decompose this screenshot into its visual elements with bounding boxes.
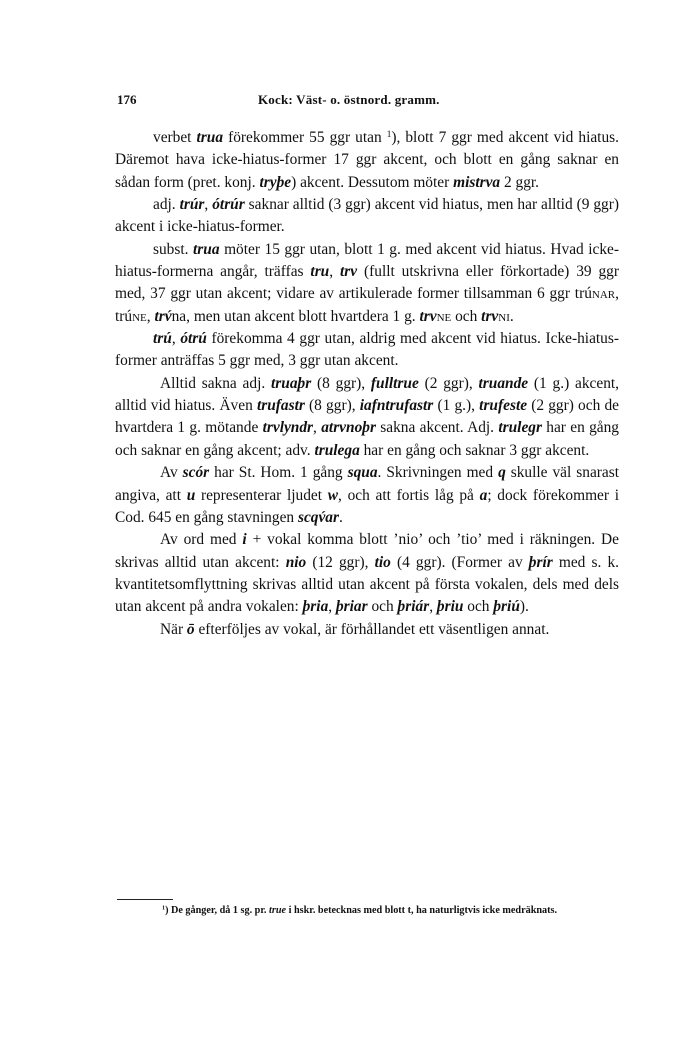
italic-term: mistrva bbox=[453, 173, 501, 191]
text-run: ). bbox=[519, 598, 529, 616]
text-run: skulle väl snarast angiva, att bbox=[115, 464, 619, 504]
paragraph bbox=[115, 328, 619, 373]
italic-term: trv bbox=[419, 307, 437, 325]
body-text bbox=[115, 127, 619, 641]
text-run: representerar ljudet bbox=[195, 486, 328, 504]
italic-term: þriu bbox=[436, 598, 464, 616]
italic-term: i bbox=[242, 531, 247, 549]
text-run: har en gång och saknar en gång akcent; adv. bbox=[115, 419, 620, 459]
italic-term: tru bbox=[310, 263, 330, 281]
italic-term: trvlyndr bbox=[262, 419, 314, 437]
italic-term: atrvnoþr bbox=[321, 419, 376, 437]
text-run: na, men utan akcent blott hvartdera 1 g. bbox=[171, 307, 420, 325]
text-run: , bbox=[429, 598, 437, 616]
text-run: har en gång och saknar 3 ggr akcent. bbox=[359, 441, 590, 459]
italic-term: true bbox=[269, 905, 287, 916]
text-run: och bbox=[463, 598, 494, 616]
text-run: . bbox=[509, 307, 514, 325]
footnote-text bbox=[117, 904, 620, 918]
paragraph bbox=[115, 194, 619, 239]
footnote-marker: 1 bbox=[162, 905, 166, 912]
text-run: , bbox=[146, 307, 155, 325]
text-run: ), blott 7 ggr med akcent vid hiatus. Däremot hava icke-hiatus-former 17 ggr akcent, och blott en gång saknar en sådan form (pret. konj. bbox=[115, 129, 619, 191]
italic-term: truande bbox=[478, 374, 529, 392]
page-number: 176 bbox=[117, 92, 137, 107]
footnote-marker: 1 bbox=[386, 128, 392, 139]
italic-term: tio bbox=[374, 553, 391, 571]
italic-term: trv́ bbox=[154, 307, 172, 325]
text-run: möter 15 ggr utan, blott 1 g. med akcent vid hiatus. Hvad icke-hiatus-formerna angår, träffas bbox=[115, 240, 619, 281]
small-caps-text: ni bbox=[498, 307, 510, 325]
italic-term: squa bbox=[347, 464, 378, 482]
text-run: (8 ggr), bbox=[304, 397, 360, 415]
italic-term: tryþe bbox=[259, 173, 292, 191]
italic-term: iafntrufastr bbox=[359, 397, 434, 415]
text-run: (1 g.), bbox=[433, 397, 480, 415]
text-run: , och att fortis låg på bbox=[338, 486, 480, 504]
text-run: (fullt utskrivna eller förkortade) 39 ggr med, 37 ggr utan akcent; vidare av artikulerade former tillsamman 6 ggr trú bbox=[115, 263, 620, 303]
paragraph bbox=[115, 373, 619, 462]
text-run: , bbox=[171, 330, 181, 348]
text-run: har St. Hom. 1 gång bbox=[209, 464, 348, 482]
text-run: sakna akcent. Adj. bbox=[375, 419, 499, 437]
italic-term: trulega bbox=[314, 441, 360, 459]
italic-term: trulegr bbox=[498, 419, 542, 437]
text-run: (12 ggr), bbox=[306, 553, 375, 571]
italic-term: q bbox=[498, 464, 506, 482]
italic-term: truaþr bbox=[271, 374, 312, 392]
text-run: 2 ggr. bbox=[500, 173, 540, 191]
small-caps-text: ne bbox=[436, 307, 452, 325]
paragraph bbox=[115, 239, 619, 328]
text-run: förekomma 4 ggr utan, aldrig med akcent vid hiatus. Icke-hiatus-former anträffas 5 ggr med, 3 ggr utan akcent. bbox=[115, 330, 619, 370]
text-run: och bbox=[451, 307, 482, 325]
paragraph bbox=[115, 462, 619, 529]
text-run: ) De gånger, då 1 sg. pr. bbox=[165, 905, 270, 916]
italic-term: w bbox=[327, 486, 339, 504]
italic-term: scór bbox=[182, 464, 210, 482]
text-run: (2 ggr), bbox=[418, 374, 479, 392]
italic-term: þrír bbox=[528, 553, 553, 571]
italic-term: ótrú bbox=[180, 330, 207, 348]
italic-term: trv bbox=[481, 307, 499, 325]
text-run: , bbox=[313, 419, 322, 437]
small-caps-text: ne bbox=[132, 307, 147, 325]
text-run: ) akcent. Dessutom möter bbox=[291, 173, 454, 191]
italic-term: scqv́ar bbox=[297, 508, 339, 526]
running-title: Kock: Väst- o. östnord. gramm. bbox=[258, 92, 440, 107]
paragraph bbox=[115, 529, 619, 618]
italic-term: þriár bbox=[397, 598, 430, 616]
text-run: När bbox=[160, 620, 187, 638]
italic-term: trufeste bbox=[479, 397, 528, 415]
text-run: Av bbox=[160, 464, 183, 482]
text-run: (4 ggr). (Former av bbox=[390, 553, 529, 571]
text-run: Av ord med bbox=[160, 531, 243, 549]
text-run: efterföljes av vokal, är förhållandet ett väsentligen annat. bbox=[194, 620, 550, 638]
text-run: (1 g.) akcent, alltid vid hiatus. Även bbox=[115, 374, 620, 415]
italic-term: þria bbox=[302, 598, 329, 616]
italic-term: þriar bbox=[335, 598, 368, 616]
footnote-rule bbox=[117, 899, 173, 900]
footnote bbox=[117, 904, 620, 918]
text-run: , bbox=[328, 598, 336, 616]
italic-term: ō bbox=[186, 620, 195, 638]
text-run: subst. bbox=[153, 240, 194, 258]
text-run: , bbox=[204, 196, 213, 214]
italic-term: a bbox=[479, 486, 488, 504]
text-run: Alltid sakna adj. bbox=[160, 374, 271, 392]
text-run: (2 ggr) och de hvartdera 1 g. mötande bbox=[115, 397, 619, 437]
text-run: adj. bbox=[153, 196, 180, 214]
italic-term: trv bbox=[340, 263, 358, 281]
italic-term: nio bbox=[285, 553, 307, 571]
text-run: , trú bbox=[115, 285, 619, 325]
italic-term: u bbox=[186, 486, 196, 504]
text-run: med s. k. kvantitetsomflyttning skrivas alltid utan akcent på första vokalen, dels med dels utan akcent på andra vokalen: bbox=[115, 553, 619, 616]
text-run: och bbox=[367, 598, 398, 616]
paragraph bbox=[115, 619, 619, 641]
italic-term: trua bbox=[196, 129, 224, 146]
small-caps-text: nar bbox=[591, 285, 616, 303]
italic-term: fulltrue bbox=[370, 374, 419, 392]
italic-term: trufastr bbox=[256, 397, 305, 415]
italic-term: trú bbox=[153, 330, 172, 348]
text-run: , bbox=[329, 263, 340, 281]
text-run: + vokal komma blott ’nio’ och ’tio’ med i räkningen. De skrivas alltid utan akcent: bbox=[115, 531, 619, 571]
text-run: saknar alltid (3 ggr) akcent vid hiatus, men har alltid (9 ggr) akcent i icke-hiatus-former. bbox=[115, 196, 619, 236]
italic-term: trúr bbox=[179, 196, 205, 214]
text-run: förekommer 55 ggr utan bbox=[223, 129, 387, 146]
text-run: . bbox=[339, 508, 343, 526]
text-run: verbet bbox=[153, 129, 197, 146]
text-run: (8 ggr), bbox=[311, 374, 371, 392]
italic-term: ótrúr bbox=[212, 196, 245, 214]
italic-term: þriú bbox=[493, 598, 520, 616]
text-run: . Skrivningen med bbox=[377, 464, 499, 482]
paragraph bbox=[115, 127, 619, 194]
text-run: ; dock förekommer i Cod. 645 en gång stavningen bbox=[115, 486, 619, 526]
text-run: i hskr. betecknas med blott t, ha naturligtvis icke medräknats. bbox=[286, 905, 558, 916]
italic-term: trua bbox=[193, 240, 220, 258]
